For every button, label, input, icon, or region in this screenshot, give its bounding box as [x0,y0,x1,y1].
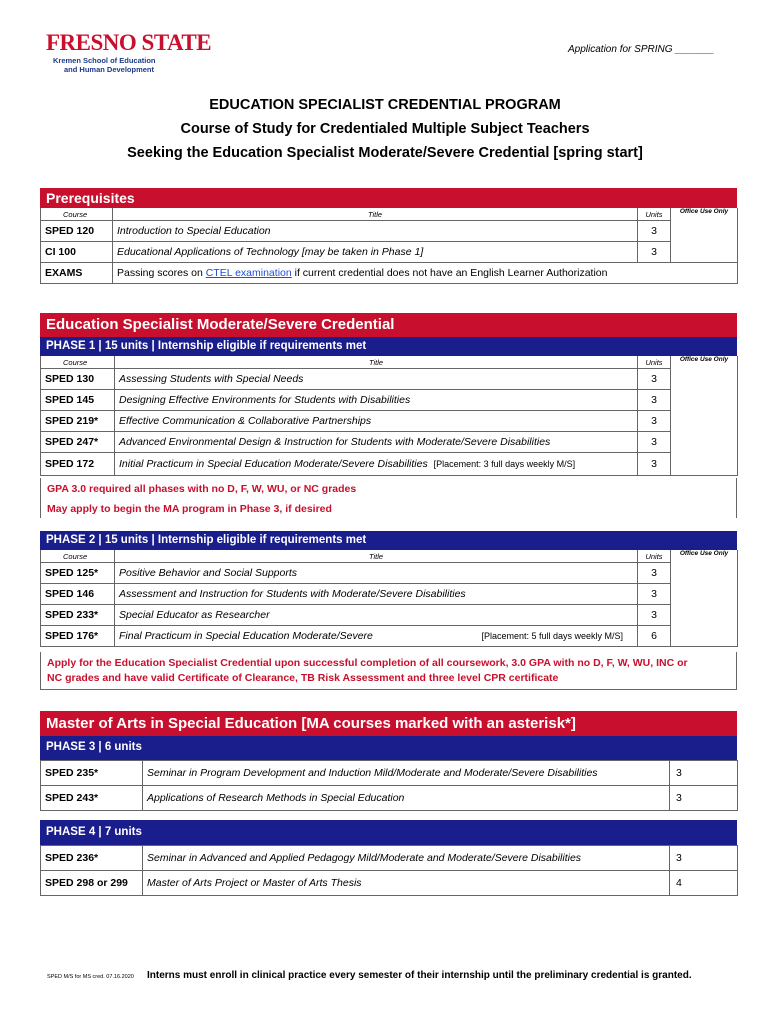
course-units: 3 [638,584,671,605]
course-title [115,626,638,647]
divider [736,652,737,690]
document-code: SPED M/S for MS cred. 07.16.2020 [47,974,134,980]
course-code: SPED 236* [41,846,143,871]
table-row [41,453,738,476]
units-header: Units [638,356,671,369]
course-code: SPED 243* [41,786,143,811]
office-use-header: Office Use Only [671,208,738,263]
title-header: Title [115,550,638,563]
table-row [41,263,738,284]
course-units: 3 [638,390,671,411]
course-title-text: Initial Practicum in Special Education Moderate/Severe Disabilities [119,458,428,470]
office-use-header: Office Use Only [671,550,738,647]
course-code: SPED 130 [41,369,115,390]
course-title: Effective Communication & Collaborative Partnerships [115,411,638,432]
table-row [41,369,738,390]
phase3-table [40,760,738,811]
prerequisites-heading: Prerequisites [40,188,737,208]
table-row [41,846,738,871]
placement-note: [Placement: 5 full days weekly M/S] [481,631,624,641]
phase2-note-line1: Apply for the Education Specialist Credential upon successful completion of all coursework, 3.0 GPA with no D, F, W, WU, INC or [47,657,688,669]
course-code: SPED 219* [41,411,115,432]
table-row [41,626,738,647]
application-term: Application for SPRING _______ [568,44,715,55]
course-title: Assessment and Instruction for Students with Moderate/Severe Disabilities [115,584,638,605]
course-title: Introduction to Special Education [113,221,638,242]
course-units: 3 [638,563,671,584]
course-code: SPED 176* [41,626,115,647]
logo-school-line1: Kremen School of Education [53,56,156,65]
course-code: SPED 120 [41,221,113,242]
course-title: Master of Arts Project or Master of Arts Thesis [143,871,670,896]
table-row [41,242,738,263]
page-subtitle-2: Seeking the Education Specialist Moderate/Severe Credential [spring start] [127,145,643,161]
course-title: Designing Effective Environments for Students with Disabilities [115,390,638,411]
divider [40,652,41,690]
course-units: 3 [638,369,671,390]
phase1-label: PHASE 1 | 15 units | Internship eligible if requirements met [40,337,737,356]
course-units: 3 [638,411,671,432]
phase1-note-ma: May apply to begin the MA program in Phase 3, if desired [47,503,332,515]
office-use-header: Office Use Only [671,356,738,476]
course-code: SPED 298 or 299 [41,871,143,896]
phase1-note-gpa: GPA 3.0 required all phases with no D, F, W, WU, or NC grades [47,483,357,495]
course-code: SPED 146 [41,584,115,605]
course-code: SPED 172 [41,453,115,476]
course-units: 3 [670,786,738,811]
course-title [115,453,638,476]
placement-note: [Placement: 3 full days weekly M/S] [433,459,576,469]
course-units: 4 [670,871,738,896]
course-code: SPED 125* [41,563,115,584]
table-row [41,411,738,432]
course-title: Assessing Students with Special Needs [115,369,638,390]
course-title-text: Final Practicum in Special Education Moderate/Severe [119,630,373,642]
course-code: EXAMS [41,263,113,284]
course-units: 3 [638,242,671,263]
course-code: SPED 145 [41,390,115,411]
phase2-note-line2: NC grades and have valid Certificate of Clearance, TB Risk Assessment and three level CPR certificate [47,672,559,684]
course-units: 3 [670,846,738,871]
credential-heading: Education Specialist Moderate/Severe Credential [40,313,737,337]
course-header: Course [41,550,115,563]
logo-wordmark: FRESNO STATE [46,30,212,55]
phase1-table [40,356,738,476]
exams-text-before: Passing scores on [117,267,206,279]
divider [736,478,737,518]
title-header: Title [113,208,638,221]
title-header: Title [115,356,638,369]
table-row [41,584,738,605]
page-subtitle: Course of Study for Credentialed Multiple Subject Teachers [180,121,590,137]
course-code: SPED 233* [41,605,115,626]
exams-text-after: if current credential does not have an English Learner Authorization [291,267,608,279]
course-code: CI 100 [41,242,113,263]
table-row [41,871,738,896]
footer-note: Interns must enroll in clinical practice every semester of their internship until the preliminary credential is granted. [147,970,692,981]
ctel-exam-link[interactable]: CTEL examination [205,267,292,279]
divider [40,689,737,690]
phase2-label: PHASE 2 | 15 units | Internship eligible if requirements met [40,531,737,550]
course-title: Educational Applications of Technology [may be taken in Phase 1] [113,242,638,263]
table-row [41,605,738,626]
course-units: 3 [638,605,671,626]
table-row [41,390,738,411]
table-row [41,221,738,242]
course-title: Special Educator as Researcher [115,605,638,626]
course-code: SPED 247* [41,432,115,453]
units-header: Units [638,208,671,221]
table-row [41,432,738,453]
phase4-table [40,845,738,896]
phase2-table [40,550,738,647]
exams-text [113,263,738,284]
course-title: Advanced Environmental Design & Instruction for Students with Moderate/Severe Disabilities [115,432,638,453]
logo-school-line2: and Human Development [64,65,155,74]
course-title: Positive Behavior and Social Supports [115,563,638,584]
course-units: 3 [638,453,671,476]
course-header: Course [41,356,115,369]
phase3-label: PHASE 3 | 6 units [40,736,737,760]
page-title: EDUCATION SPECIALIST CREDENTIAL PROGRAM [209,97,561,113]
course-units: 6 [638,626,671,647]
phase4-label: PHASE 4 | 7 units [40,820,737,845]
course-title: Seminar in Program Development and Induction Mild/Moderate and Moderate/Severe Disabilities [143,761,670,786]
course-units: 3 [638,432,671,453]
course-code: SPED 235* [41,761,143,786]
units-header: Units [638,550,671,563]
table-row [41,761,738,786]
prerequisites-table [40,208,738,284]
course-title: Applications of Research Methods in Special Education [143,786,670,811]
table-row [41,563,738,584]
course-units: 3 [670,761,738,786]
course-title: Seminar in Advanced and Applied Pedagogy Mild/Moderate and Moderate/Severe Disabilities [143,846,670,871]
course-header: Course [41,208,113,221]
ma-heading: Master of Arts in Special Education [MA courses marked with an asterisk*] [40,711,737,736]
course-units: 3 [638,221,671,242]
table-row [41,786,738,811]
divider [40,478,41,518]
